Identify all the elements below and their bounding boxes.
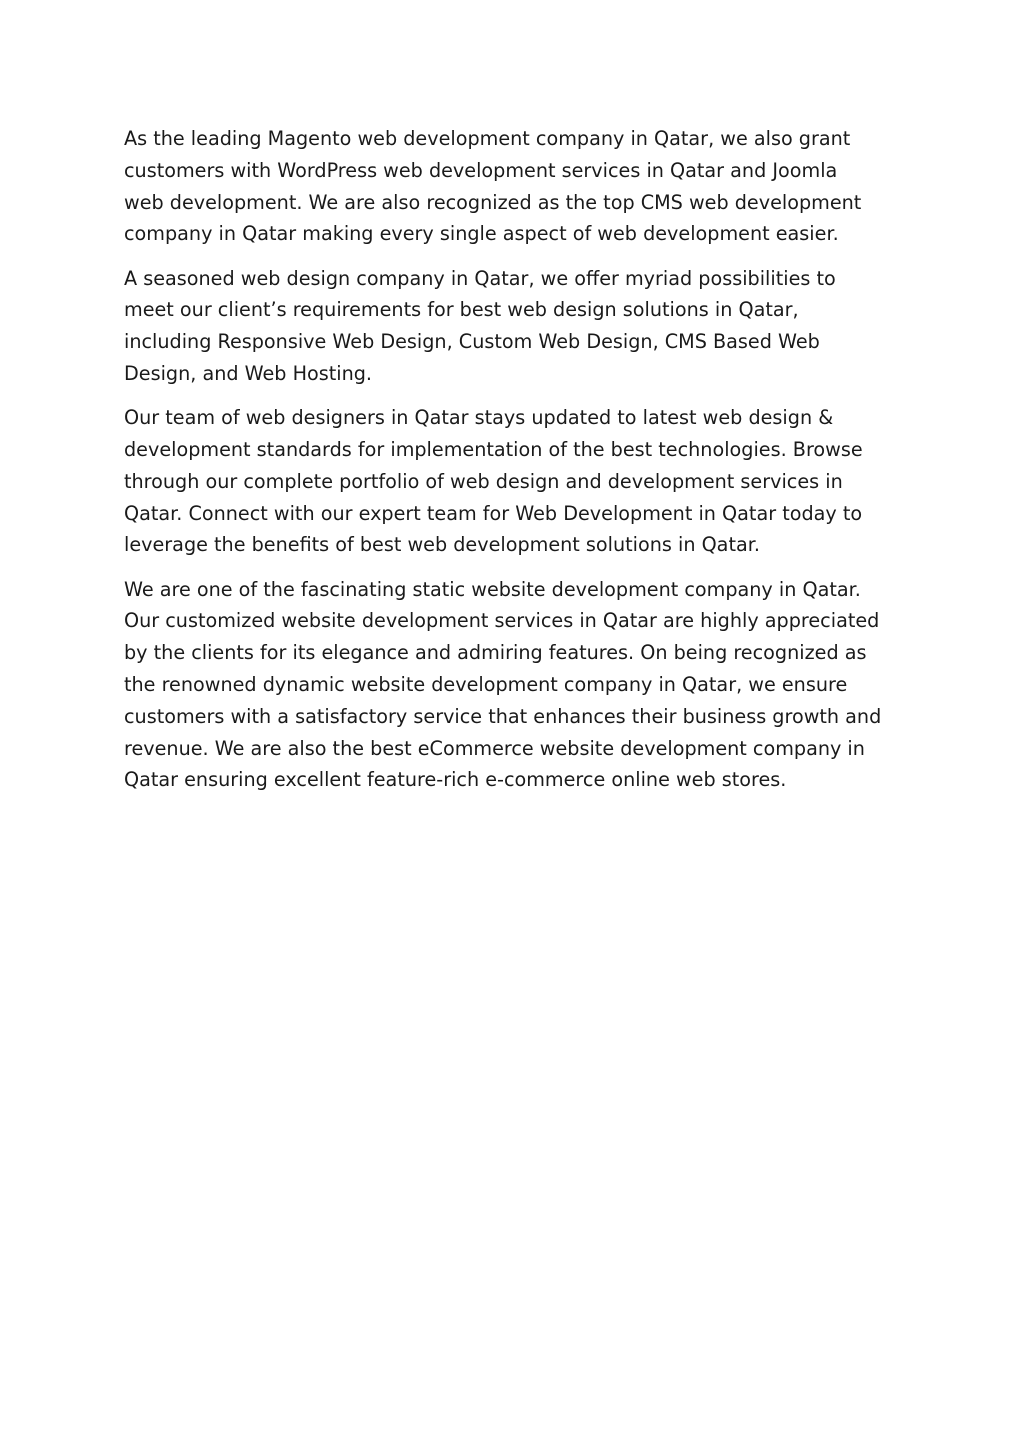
text-line: A seasoned web design company in Qatar, we offer myriad possibilities to [124, 266, 836, 290]
paragraph-magento-services [124, 123, 894, 250]
document-body [124, 123, 894, 796]
text-line: Qatar. Connect with our expert team for Web Development in Qatar today to [124, 501, 863, 525]
paragraph-web-design [124, 263, 894, 390]
text-line: customers with WordPress web development services in Qatar and Joomla [124, 158, 838, 182]
text-line: development standards for implementation of the best technologies. Browse [124, 437, 863, 461]
paragraph-team [124, 402, 894, 561]
text-line: leverage the benefits of best web development solutions in Qatar. [124, 533, 760, 557]
text-line: As the leading Magento web development company in Qatar, we also grant [124, 127, 851, 150]
text-line: by the clients for its elegance and admiring features. On being recognized as [124, 641, 867, 665]
text-line: through our complete portfolio of web design and development services in [124, 469, 843, 493]
text-line: including Responsive Web Design, Custom Web Design, CMS Based Web [124, 330, 820, 354]
text-line: meet our client’s requirements for best web design solutions in Qatar, [124, 298, 799, 322]
text-line: company in Qatar making every single aspect of web development easier. [124, 222, 839, 246]
text-line: We are one of the fascinating static website development company in Qatar. [124, 577, 861, 601]
text-line: Our customized website development services in Qatar are highly appreciated [124, 609, 880, 633]
text-line: Our team of web designers in Qatar stays updated to latest web design & [124, 406, 834, 430]
text-line: web development. We are also recognized as the top CMS web development [124, 190, 862, 214]
text-line: the renowned dynamic website development company in Qatar, we ensure [124, 672, 848, 696]
text-line: Design, and Web Hosting. [124, 361, 373, 385]
paragraph-website-development [124, 574, 894, 797]
text-line: revenue. We are also the best eCommerce website development company in [124, 736, 865, 760]
text-line: Qatar ensuring excellent feature-rich e-commerce online web stores. [124, 768, 787, 792]
text-line: customers with a satisfactory service that enhances their business growth and [124, 704, 882, 728]
